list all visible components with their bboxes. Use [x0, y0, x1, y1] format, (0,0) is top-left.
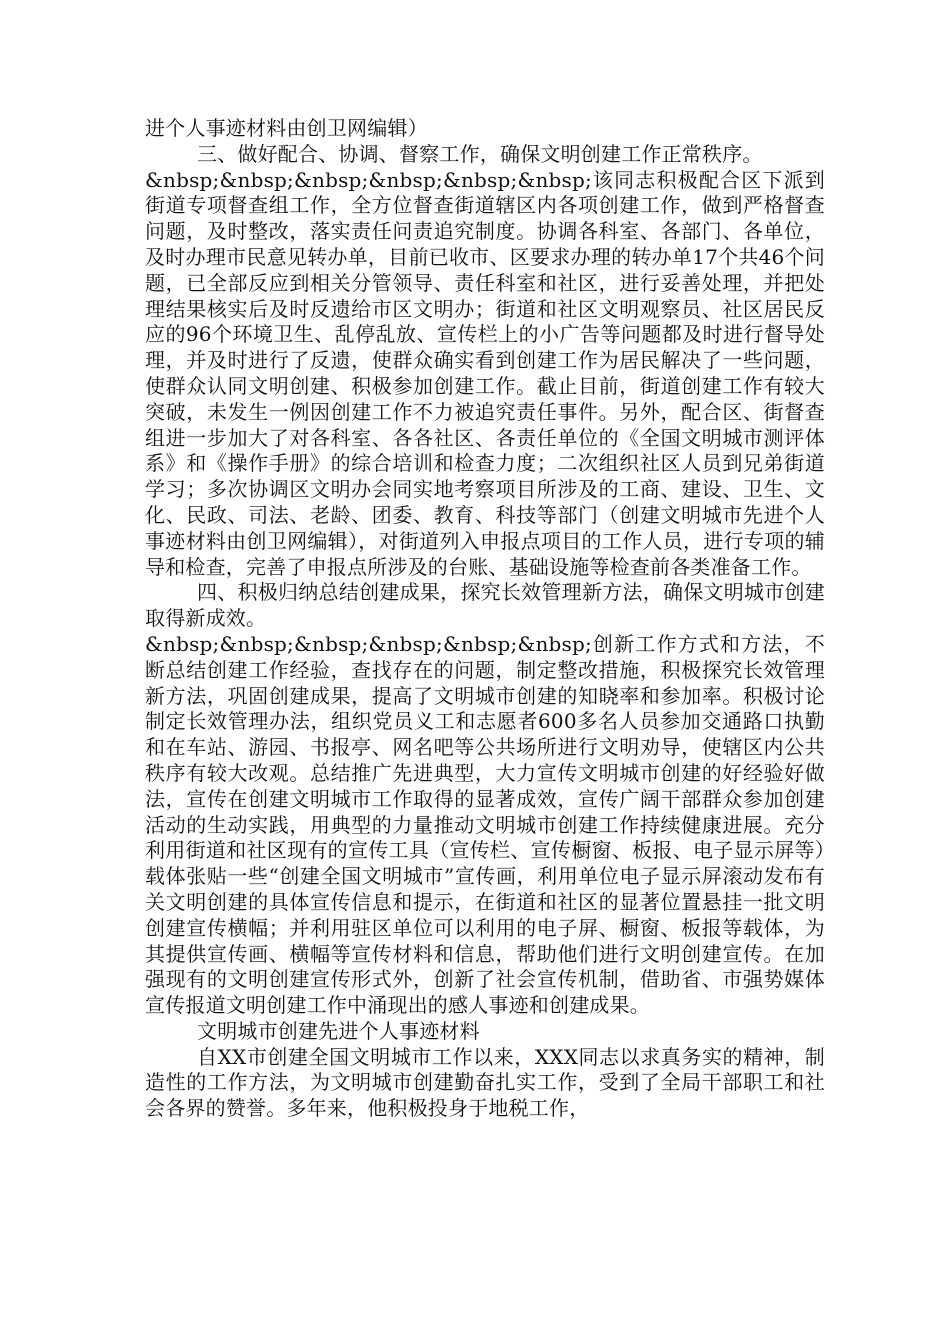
paragraph-heading-continuation: 进个人事迹材料由创卫网编辑） [145, 116, 428, 140]
paragraph-intro: 自XX市创建全国文明城市工作以来，XXX同志以求真务实的精神，制造性的工作方法，为文明城市创建勤奋扎实工作，受到了全局干部职工和社会各界的赞誉。多年来，他积极投身于地税工作， [145, 1044, 825, 1121]
document-body [145, 116, 825, 1122]
paragraph-section-four-title: 四、积极归纳总结创建成果，探究长效管理新方法，确保文明城市创建取得新成效。 [145, 580, 825, 631]
paragraph-section-four-body: &nbsp;&nbsp;&nbsp;&nbsp;&nbsp;&nbsp;创新工作方式和方法，不断总结创建工作经验，查找存在的问题，制定整改措施，积极探究长效管理新方法，巩固创建成果，提高了文明城市创建的知晓率和参加率。积极讨论制定长效管理办法，组织党员义工和志愿者600多名人员参加交通路口执勤和在车站、游园、书报亭、网名吧等公共场所进行文明劝导，使辖区内公共秩序有较大改观。总结推广先进典型，大力宣传文明城市创建的好经验好做法，宣传在创建文明城市工作取得的显著成效，宣传广阔干部群众参加创建活动的生动实践，用典型的力量推动文明城市创建工作持续健康进展。充分利用街道和社区现有的宣传工具（宣传栏、宣传橱窗、板报、电子显示屏等）载体张贴一些“创建全国文明城市”宣传画，利用单位电子显示屏滚动发布有关文明创建的具体宣传信息和提示，在街道和社区的显著位置悬挂一批文明创建宣传横幅；并利用驻区单位可以利用的电子屏、橱窗、板报等载体，为其提供宣传画、横幅等宣传材料和信息，帮助他们进行文明创建宣传。在加强现有的文明创建宣传形式外，创新了社会宣传机制，借助省、市强势媒体宣传报道文明创建工作中涌现出的感人事迹和创建成果。 [145, 631, 825, 1018]
paragraph-subtitle: 文明城市创建先进个人事迹材料 [197, 1018, 480, 1043]
paragraph-section-three-body: &nbsp;&nbsp;&nbsp;&nbsp;&nbsp;&nbsp;该同志积极配合区下派到街道专项督查组工作，全方位督查街道辖区内各项创建工作，做到严格督查问题，及时整改，落实责任问责追究制度。协调各科室、各部门、各单位，及时办理市民意见转办单，目前已收市、区要求办理的转办单17个共46个问题，已全部反应到相关分管领导、责任科室和社区，进行妥善处理，并把处理结果核实后及时反遗给市区文明办；街道和社区文明观察员、社区居民反应的96个环境卫生、乱停乱放、宣传栏上的小广告等问题都及时进行督导处理，并及时进行了反遗，使群众确实看到创建工作为居民解决了一些问题，使群众认同文明创建、积极参加创建工作。截止目前，街道创建工作有较大突破，未发生一例因创建工作不力被追究责任事件。另外，配合区、街督查组进一步加大了对各科室、各各社区、各责任单位的《全国文明城市测评体系》和《操作手册》的综合培训和检查力度；二次组织社区人员到兄弟街道学习；多次协调区文明办会同实地考察项目所涉及的工商、建设、卫生、文化、民政、司法、老龄、团委、教育、科技等部门（创建文明城市先进个人事迹材料由创卫网编辑），对街道列入申报点项目的工作人员，进行专项的辅导和检查，完善了申报点所涉及的台账、基础设施等检查前各类准备工作。 [145, 167, 825, 579]
paragraph-section-three-title: 三、做好配合、协调、督察工作，确保文明创建工作正常秩序。 [197, 141, 763, 166]
